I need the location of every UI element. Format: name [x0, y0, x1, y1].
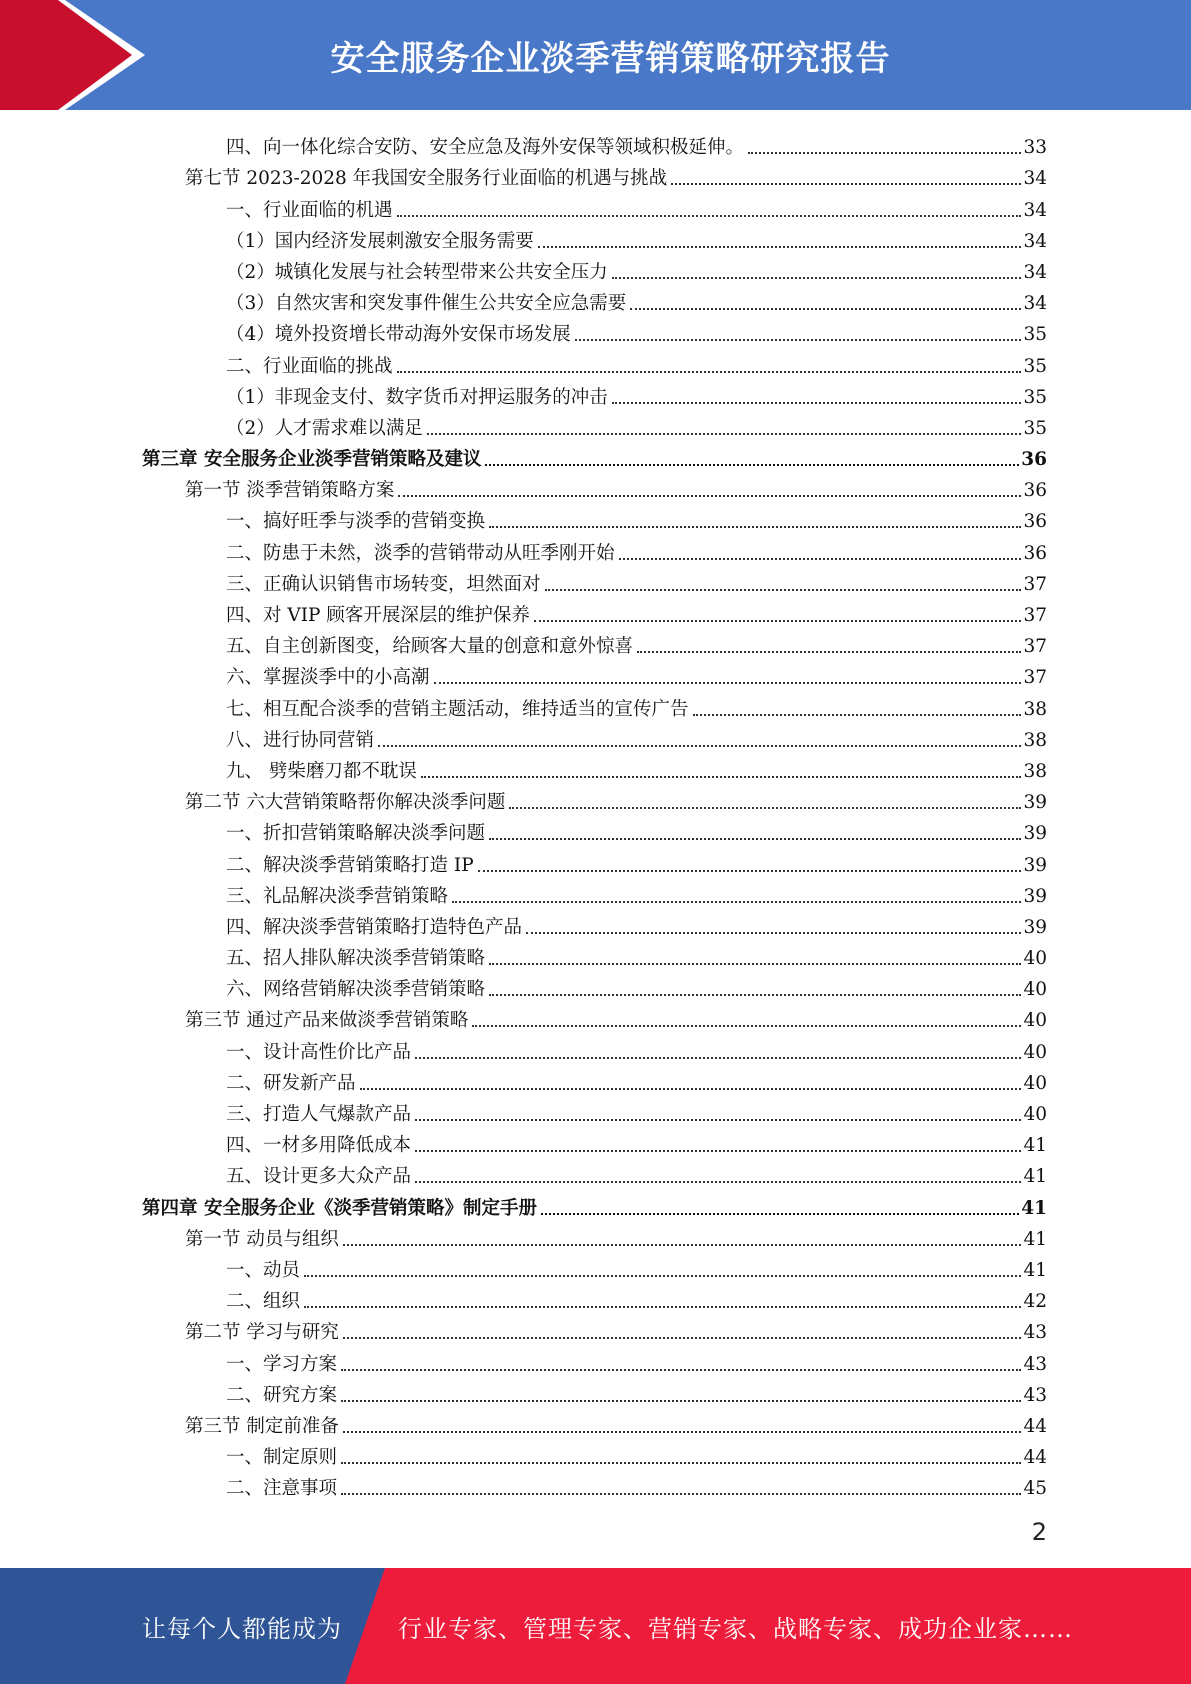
toc-entry[interactable]	[0, 533, 1191, 564]
toc-entry-page: 33	[1023, 137, 1047, 159]
toc-entry[interactable]	[0, 627, 1191, 658]
toc-entry-title: 三、礼品解决淡季营销策略	[226, 885, 449, 907]
toc-entry-title: 第一节 动员与组织	[185, 1228, 339, 1250]
toc-entry-title: 二、研发新产品	[226, 1072, 356, 1094]
toc-entry[interactable]	[0, 1220, 1191, 1251]
toc-dot-leader	[427, 433, 1022, 435]
toc-dot-leader	[489, 963, 1021, 965]
toc-entry-page: 35	[1023, 324, 1047, 346]
toc-entry-page: 43	[1023, 1353, 1047, 1375]
toc-entry-page: 34	[1023, 261, 1047, 283]
toc-dot-leader	[304, 1306, 1021, 1308]
toc-entry-page: 37	[1023, 636, 1047, 658]
toc-entry-title: 二、行业面临的挑战	[226, 355, 393, 377]
toc-entry[interactable]	[0, 565, 1191, 596]
toc-entry[interactable]	[0, 128, 1191, 159]
toc-entry[interactable]	[0, 190, 1191, 221]
toc-entry-page: 34	[1023, 230, 1047, 252]
toc-entry-page: 43	[1023, 1384, 1047, 1406]
toc-entry-page: 41	[1021, 1197, 1047, 1219]
toc-dot-leader	[343, 1431, 1022, 1433]
toc-dot-leader	[415, 1181, 1021, 1183]
toc-entry[interactable]	[0, 1188, 1191, 1219]
footer-slogan-right: 行业专家、管理专家、营销专家、战略专家、成功企业家……	[398, 1614, 1073, 1643]
toc-entry-page: 36	[1023, 480, 1047, 502]
toc-entry-page: 40	[1023, 979, 1047, 1001]
toc-entry[interactable]	[0, 378, 1191, 409]
toc-entry-title: 五、自主创新图变，给顾客大量的创意和意外惊喜	[226, 636, 634, 658]
toc-entry-title: 二、组织	[226, 1291, 301, 1313]
toc-entry[interactable]	[0, 346, 1191, 377]
toc-entry[interactable]	[0, 1064, 1191, 1095]
toc-dot-leader	[489, 838, 1021, 840]
toc-entry[interactable]	[0, 658, 1191, 689]
toc-dot-leader	[397, 215, 1022, 217]
toc-entry[interactable]	[0, 783, 1191, 814]
toc-entry[interactable]	[0, 284, 1191, 315]
toc-dot-leader	[341, 1493, 1021, 1495]
toc-entry-title: （2）城镇化发展与社会转型带来公共安全压力	[226, 261, 608, 283]
toc-entry[interactable]	[0, 1157, 1191, 1188]
toc-entry-page: 45	[1023, 1478, 1047, 1500]
toc-entry[interactable]	[0, 752, 1191, 783]
toc-entry[interactable]	[0, 908, 1191, 939]
toc-entry[interactable]	[0, 1032, 1191, 1063]
toc-entry[interactable]	[0, 1469, 1191, 1500]
toc-dot-leader	[415, 1119, 1021, 1121]
toc-entry-page: 39	[1023, 885, 1047, 907]
toc-entry-title: 一、动员	[226, 1259, 301, 1281]
toc-dot-leader	[612, 402, 1022, 404]
toc-dot-leader	[509, 807, 1021, 809]
toc-dot-leader	[343, 1337, 1022, 1339]
toc-entry-title: 一、搞好旺季与淡季的营销变换	[226, 511, 486, 533]
toc-dot-leader	[434, 682, 1022, 684]
toc-entry-page: 44	[1023, 1415, 1047, 1437]
toc-entry-page: 42	[1023, 1291, 1047, 1313]
toc-entry-title: 二、研究方案	[226, 1384, 338, 1406]
toc-entry-title: 一、折扣营销策略解决淡季问题	[226, 823, 486, 845]
toc-entry-page: 34	[1023, 168, 1047, 190]
toc-entry-page: 38	[1023, 698, 1047, 720]
toc-entry[interactable]	[0, 315, 1191, 346]
toc-dot-leader	[398, 495, 1021, 497]
toc-entry[interactable]	[0, 845, 1191, 876]
toc-dot-leader	[489, 526, 1021, 528]
toc-dot-leader	[526, 932, 1021, 934]
toc-entry-title: 二、解决淡季营销策略打造 IP	[226, 854, 474, 876]
toc-dot-leader	[378, 745, 1021, 747]
toc-dot-leader	[489, 994, 1021, 996]
toc-dot-leader	[478, 870, 1022, 872]
toc-entry[interactable]	[0, 970, 1191, 1001]
toc-entry-page: 41	[1023, 1228, 1047, 1250]
toc-entry-title: 一、制定原则	[226, 1447, 338, 1469]
toc-entry-title: 四、一材多用降低成本	[226, 1135, 412, 1157]
toc-entry-page: 43	[1023, 1322, 1047, 1344]
toc-entry-page: 40	[1023, 1104, 1047, 1125]
toc-entry-page: 44	[1023, 1447, 1047, 1469]
toc-entry-title: 一、行业面临的机遇	[226, 199, 393, 221]
toc-entry-title: 四、向一体化综合安防、安全应急及海外安保等领域积极延伸。	[226, 137, 745, 159]
toc-dot-leader	[534, 620, 1022, 622]
toc-entry-page: 39	[1023, 792, 1047, 814]
toc-entry-page: 40	[1023, 1010, 1047, 1032]
toc-entry-title: 七、相互配合淡季的营销主题活动，维持适当的宣传广告	[226, 698, 689, 720]
toc-dot-leader	[360, 1088, 1022, 1090]
toc-entry[interactable]	[0, 721, 1191, 752]
toc-entry-title: 六、掌握淡季中的小高潮	[226, 667, 430, 689]
toc-entry[interactable]	[0, 409, 1191, 440]
toc-entry[interactable]	[0, 1344, 1191, 1375]
toc-dot-leader	[538, 246, 1022, 248]
toc-dot-leader	[341, 1369, 1021, 1371]
toc-entry[interactable]	[0, 1438, 1191, 1469]
toc-entry-page: 41	[1023, 1166, 1047, 1188]
toc-entry[interactable]	[0, 1282, 1191, 1313]
footer-slogan-left: 让每个人都能成为	[142, 1614, 342, 1643]
toc-entry-page: 39	[1023, 823, 1047, 845]
toc-dot-leader	[541, 1213, 1019, 1215]
toc-entry-page: 40	[1023, 1072, 1047, 1094]
toc-dot-leader	[545, 589, 1022, 591]
toc-entry-title: 第四章 安全服务企业《淡季营销策略》制定手册	[142, 1197, 537, 1219]
toc-entry-title: 三、正确认识销售市场转变，坦然面对	[226, 573, 541, 595]
toc-entry[interactable]	[0, 939, 1191, 970]
toc-entry-title: 二、防患于未然，淡季的营销带动从旺季刚开始	[226, 542, 615, 564]
toc-entry-title: 四、解决淡季营销策略打造特色产品	[226, 916, 523, 938]
toc-entry[interactable]	[0, 814, 1191, 845]
toc-entry-page: 36	[1021, 449, 1047, 471]
toc-entry-page: 38	[1023, 760, 1047, 782]
toc-dot-leader	[748, 152, 1021, 154]
toc-entry-page: 34	[1023, 293, 1047, 315]
toc-entry-page: 35	[1023, 417, 1047, 439]
toc-entry[interactable]	[0, 502, 1191, 533]
toc-entry-title: 一、学习方案	[226, 1353, 338, 1375]
toc-dot-leader	[472, 1025, 1021, 1027]
toc-entry[interactable]	[0, 159, 1191, 190]
toc-entry-page: 38	[1023, 729, 1047, 751]
toc-entry[interactable]	[0, 1313, 1191, 1344]
toc-entry-page: 37	[1023, 605, 1047, 626]
toc-dot-leader	[671, 183, 1021, 185]
toc-entry-title: 第三章 安全服务企业淡季营销策略及建议	[142, 449, 482, 471]
toc-entry-page: 41	[1023, 1259, 1047, 1281]
toc-entry-title: （2）人才需求难以满足	[226, 417, 423, 439]
toc-entry-page: 40	[1023, 948, 1047, 970]
toc-entry[interactable]	[0, 1407, 1191, 1438]
toc-entry-page: 39	[1023, 916, 1047, 938]
toc-dot-leader	[575, 339, 1022, 341]
toc-entry[interactable]	[0, 1001, 1191, 1032]
toc-entry-page: 37	[1023, 573, 1047, 595]
toc-entry-title: 第三节 通过产品来做淡季营销策略	[185, 1010, 469, 1032]
toc-entry-title: 第二节 六大营销策略帮你解决淡季问题	[185, 792, 506, 814]
toc-entry-page: 35	[1023, 355, 1047, 377]
report-title: 安全服务企业淡季营销策略研究报告	[330, 38, 891, 79]
toc-entry-title: 四、对 VIP 顾客开展深层的维护保养	[226, 605, 530, 626]
toc-dot-leader	[630, 308, 1021, 310]
toc-entry-title: 三、打造人气爆款产品	[226, 1104, 412, 1125]
toc-dot-leader	[693, 714, 1022, 716]
table-of-contents	[0, 128, 1191, 1500]
page-footer	[0, 1568, 1191, 1684]
toc-entry-page: 35	[1023, 386, 1047, 408]
toc-entry-title: 九、 劈柴磨刀都不耽误	[226, 760, 417, 782]
toc-entry-page: 37	[1023, 667, 1047, 689]
toc-entry[interactable]	[0, 689, 1191, 720]
toc-dot-leader	[485, 464, 1019, 466]
toc-entry-page: 39	[1023, 854, 1047, 876]
toc-entry-page: 36	[1023, 542, 1047, 564]
toc-entry-title: （1）国内经济发展刺激安全服务需要	[226, 230, 534, 252]
toc-dot-leader	[612, 277, 1022, 279]
toc-entry-page: 36	[1023, 511, 1047, 533]
toc-dot-leader	[397, 371, 1022, 373]
toc-entry[interactable]	[0, 222, 1191, 253]
toc-entry[interactable]	[0, 1126, 1191, 1157]
toc-entry-page: 40	[1023, 1041, 1047, 1063]
page-header	[0, 0, 1191, 110]
toc-entry-title: 一、设计高性价比产品	[226, 1041, 412, 1063]
toc-dot-leader	[637, 651, 1021, 653]
toc-entry-title: （4）境外投资增长带动海外安保市场发展	[226, 324, 571, 346]
toc-entry[interactable]	[0, 440, 1191, 471]
toc-dot-leader	[341, 1400, 1021, 1402]
toc-entry-title: 五、设计更多大众产品	[226, 1166, 412, 1188]
header-arrow-accent	[0, 0, 150, 110]
toc-entry-title: （3）自然灾害和突发事件催生公共安全应急需要	[226, 293, 627, 315]
toc-entry-title: 六、网络营销解决淡季营销策略	[226, 979, 486, 1001]
toc-dot-leader	[415, 1057, 1021, 1059]
toc-entry[interactable]	[0, 877, 1191, 908]
toc-dot-leader	[452, 901, 1021, 903]
toc-entry[interactable]	[0, 471, 1191, 502]
toc-entry[interactable]	[0, 1376, 1191, 1407]
toc-entry-title: 八、进行协同营销	[226, 729, 375, 751]
toc-entry-title: 第一节 淡季营销策略方案	[185, 480, 395, 502]
toc-entry[interactable]	[0, 596, 1191, 627]
toc-dot-leader	[619, 558, 1022, 560]
toc-dot-leader	[341, 1462, 1021, 1464]
toc-entry-title: 二、注意事项	[226, 1478, 338, 1500]
toc-entry-page: 41	[1023, 1135, 1047, 1157]
page-number: 2	[1031, 1518, 1047, 1546]
toc-dot-leader	[421, 776, 1022, 778]
toc-entry[interactable]	[0, 1095, 1191, 1126]
toc-entry-title: 第二节 学习与研究	[185, 1322, 339, 1344]
toc-dot-leader	[304, 1275, 1021, 1277]
toc-entry-page: 34	[1023, 199, 1047, 221]
toc-dot-leader	[415, 1150, 1021, 1152]
toc-entry[interactable]	[0, 1251, 1191, 1282]
toc-entry-title: 第三节 制定前准备	[185, 1415, 339, 1437]
toc-entry-title: 五、招人排队解决淡季营销策略	[226, 948, 486, 970]
toc-entry-title: 第七节 2023-2028 年我国安全服务行业面临的机遇与挑战	[185, 168, 668, 190]
toc-entry-title: （1）非现金支付、数字货币对押运服务的冲击	[226, 386, 608, 408]
toc-dot-leader	[343, 1244, 1022, 1246]
toc-entry[interactable]	[0, 253, 1191, 284]
